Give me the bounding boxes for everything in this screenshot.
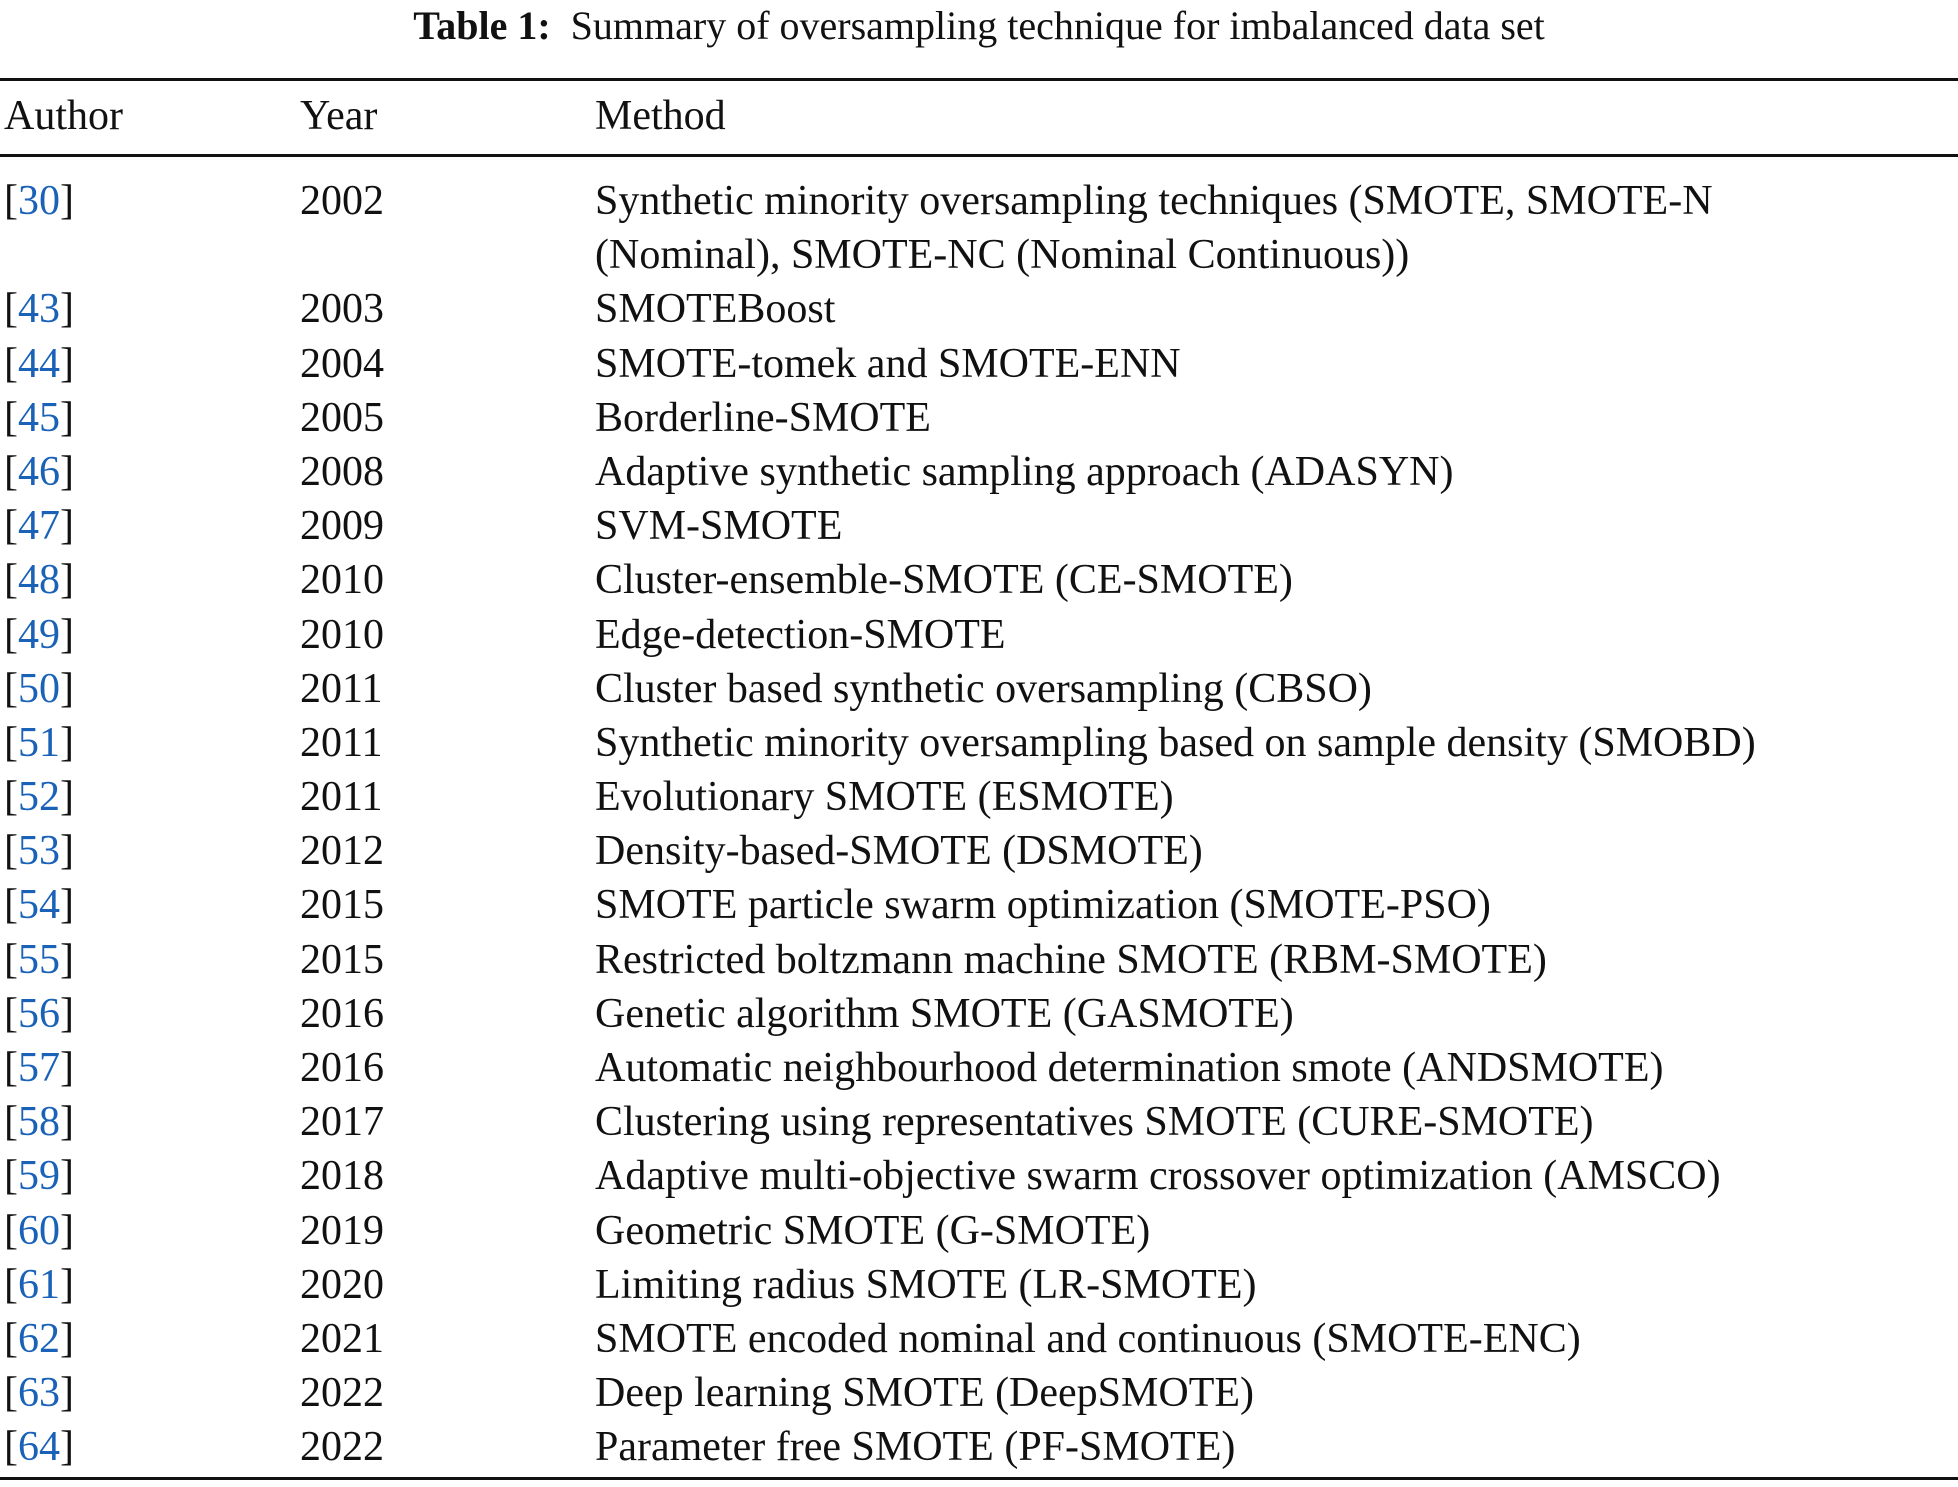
citation-link[interactable]: 50	[18, 665, 60, 712]
citation-link[interactable]: 54	[18, 882, 60, 929]
method-cell	[595, 1420, 1958, 1474]
table-body	[0, 174, 1958, 1475]
author-cell: [64]	[4, 1424, 74, 1471]
citation-link[interactable]: 60	[18, 1207, 60, 1254]
citation-link[interactable]: 45	[18, 394, 60, 441]
table-row	[0, 933, 1958, 987]
year-cell: 2016	[300, 1045, 384, 1092]
top-rule	[0, 78, 1958, 81]
method-cell	[595, 1258, 1958, 1312]
table-row	[0, 553, 1958, 607]
caption-text: Summary of oversampling technique for imbalanced data set	[570, 3, 1545, 48]
method-cell	[595, 1149, 1958, 1203]
year-cell: 2021	[300, 1315, 384, 1362]
year-cell: 2003	[300, 286, 384, 333]
method-text: Synthetic minority oversampling based on sample density (SMOBD)	[595, 719, 1756, 766]
header-year: Year	[300, 93, 378, 139]
citation-link[interactable]: 55	[18, 936, 60, 983]
header-rule	[0, 154, 1958, 157]
method-text: Restricted boltzmann machine SMOTE (RBM-SMOTE)	[595, 936, 1547, 983]
method-text: SVM-SMOTE	[595, 503, 843, 550]
year-cell: 2010	[300, 557, 384, 604]
table-row	[0, 1420, 1958, 1474]
method-text: Deep learning SMOTE (DeepSMOTE)	[595, 1370, 1254, 1417]
method-text: Genetic algorithm SMOTE (GASMOTE)	[595, 990, 1294, 1037]
author-cell: [50]	[4, 665, 74, 712]
citation-link[interactable]: 56	[18, 990, 60, 1037]
year-cell: 2015	[300, 936, 384, 983]
year-cell: 2019	[300, 1207, 384, 1254]
method-text: SMOTE-tomek and SMOTE-ENN	[595, 340, 1181, 387]
method-cell	[595, 445, 1958, 499]
bottom-rule	[0, 1477, 1958, 1480]
author-cell: [59]	[4, 1153, 74, 1200]
citation-link[interactable]: 44	[18, 340, 60, 387]
method-cell	[595, 1095, 1958, 1149]
table-row	[0, 337, 1958, 391]
table-row	[0, 499, 1958, 553]
table-row	[0, 1366, 1958, 1420]
method-text: Limiting radius SMOTE (LR-SMOTE)	[595, 1261, 1257, 1308]
method-text: Clustering using representatives SMOTE (CURE-SMOTE)	[595, 1099, 1594, 1146]
table-row	[0, 987, 1958, 1041]
citation-link[interactable]: 63	[18, 1370, 60, 1417]
author-cell: [30]	[4, 178, 74, 224]
author-cell: [60]	[4, 1207, 74, 1254]
table-row	[0, 1204, 1958, 1258]
citation-link[interactable]: 47	[18, 503, 60, 550]
author-cell: [47]	[4, 503, 74, 550]
author-cell: [46]	[4, 448, 74, 495]
header-method: Method	[595, 93, 726, 139]
method-text: Automatic neighbourhood determination smote (ANDSMOTE)	[595, 1045, 1664, 1092]
author-cell: [43]	[4, 286, 74, 333]
citation-link[interactable]: 52	[18, 774, 60, 821]
table-row	[0, 174, 1958, 282]
method-text: Adaptive synthetic sampling approach (ADASYN)	[595, 448, 1454, 495]
method-cell	[595, 174, 1958, 282]
method-cell	[595, 1366, 1958, 1420]
table-row	[0, 608, 1958, 662]
citation-link[interactable]: 64	[18, 1424, 60, 1471]
author-cell: [54]	[4, 882, 74, 929]
method-cell	[595, 1204, 1958, 1258]
method-text: Geometric SMOTE (G-SMOTE)	[595, 1207, 1151, 1254]
table-row	[0, 770, 1958, 824]
method-text: Borderline-SMOTE	[595, 394, 931, 441]
citation-link[interactable]: 59	[18, 1153, 60, 1200]
method-cell	[595, 499, 1958, 553]
year-cell: 2005	[300, 394, 384, 441]
method-cell	[595, 553, 1958, 607]
method-cell	[595, 662, 1958, 716]
year-cell: 2015	[300, 882, 384, 929]
year-cell: 2016	[300, 990, 384, 1037]
year-cell: 2022	[300, 1370, 384, 1417]
method-text: Cluster-ensemble-SMOTE (CE-SMOTE)	[595, 557, 1293, 604]
method-cell	[595, 1312, 1958, 1366]
table-row	[0, 662, 1958, 716]
year-cell: 2002	[300, 178, 384, 224]
table-caption	[0, 2, 1958, 50]
citation-link[interactable]: 61	[18, 1261, 60, 1308]
citation-link[interactable]: 43	[18, 286, 60, 333]
method-text: Cluster based synthetic oversampling (CBSO)	[595, 665, 1372, 712]
table-header	[0, 86, 1958, 146]
table-row	[0, 391, 1958, 445]
year-cell: 2004	[300, 340, 384, 387]
author-cell: [56]	[4, 990, 74, 1037]
method-text: Edge-detection-SMOTE	[595, 611, 1006, 658]
author-cell: [61]	[4, 1261, 74, 1308]
citation-link[interactable]: 49	[18, 611, 60, 658]
year-cell: 2011	[300, 665, 383, 712]
method-cell	[595, 608, 1958, 662]
year-cell: 2011	[300, 719, 383, 766]
citation-link[interactable]: 48	[18, 557, 60, 604]
citation-link[interactable]: 62	[18, 1315, 60, 1362]
table-row	[0, 445, 1958, 499]
table-row	[0, 1095, 1958, 1149]
method-text: SMOTE particle swarm optimization (SMOTE-PSO)	[595, 882, 1491, 929]
citation-link[interactable]: 57	[18, 1045, 60, 1092]
method-cell	[595, 933, 1958, 987]
method-cell	[595, 337, 1958, 391]
year-cell: 2009	[300, 503, 384, 550]
method-cell	[595, 716, 1958, 770]
method-text: Synthetic minority oversampling techniques (SMOTE, SMOTE-N	[595, 178, 1713, 224]
year-cell: 2010	[300, 611, 384, 658]
year-cell: 2008	[300, 448, 384, 495]
year-cell: 2012	[300, 828, 384, 875]
author-cell: [51]	[4, 719, 74, 766]
author-cell: [44]	[4, 340, 74, 387]
year-cell: 2022	[300, 1424, 384, 1471]
table-row	[0, 824, 1958, 878]
author-cell: [58]	[4, 1099, 74, 1146]
method-cell	[595, 770, 1958, 824]
author-cell: [57]	[4, 1045, 74, 1092]
table-row	[0, 878, 1958, 932]
method-text: Evolutionary SMOTE (ESMOTE)	[595, 774, 1174, 821]
method-text: SMOTEBoost	[595, 286, 836, 333]
author-cell: [49]	[4, 611, 74, 658]
author-cell: [48]	[4, 557, 74, 604]
year-cell: 2020	[300, 1261, 384, 1308]
year-cell: 2017	[300, 1099, 384, 1146]
table-row	[0, 282, 1958, 336]
table-row	[0, 1041, 1958, 1095]
method-cell	[595, 282, 1958, 336]
table-row	[0, 1149, 1958, 1203]
author-cell: [53]	[4, 828, 74, 875]
citation-link[interactable]: 30	[18, 178, 60, 224]
table-row	[0, 716, 1958, 770]
author-cell: [55]	[4, 936, 74, 983]
method-text: SMOTE encoded nominal and continuous (SMOTE-ENC)	[595, 1315, 1581, 1362]
method-cell	[595, 824, 1958, 878]
citation-link[interactable]: 58	[18, 1099, 60, 1146]
citation-link[interactable]: 51	[18, 719, 60, 766]
method-text: Adaptive multi-objective swarm crossover optimization (AMSCO)	[595, 1153, 1721, 1200]
author-cell: [45]	[4, 394, 74, 441]
method-cell	[595, 878, 1958, 932]
header-author: Author	[4, 93, 123, 139]
citation-link[interactable]: 53	[18, 828, 60, 875]
method-cell	[595, 1041, 1958, 1095]
year-cell: 2018	[300, 1153, 384, 1200]
table-row	[0, 1258, 1958, 1312]
citation-link[interactable]: 46	[18, 448, 60, 495]
year-cell: 2011	[300, 774, 383, 821]
author-cell: [63]	[4, 1370, 74, 1417]
caption-label: Table 1:	[413, 3, 551, 48]
method-text-continued: (Nominal), SMOTE-NC (Nominal Continuous))	[595, 232, 1410, 278]
method-cell	[595, 391, 1958, 445]
method-text: Parameter free SMOTE (PF-SMOTE)	[595, 1424, 1236, 1471]
method-cell	[595, 987, 1958, 1041]
author-cell: [52]	[4, 774, 74, 821]
method-text: Density-based-SMOTE (DSMOTE)	[595, 828, 1203, 875]
author-cell: [62]	[4, 1315, 74, 1362]
table-row	[0, 1312, 1958, 1366]
